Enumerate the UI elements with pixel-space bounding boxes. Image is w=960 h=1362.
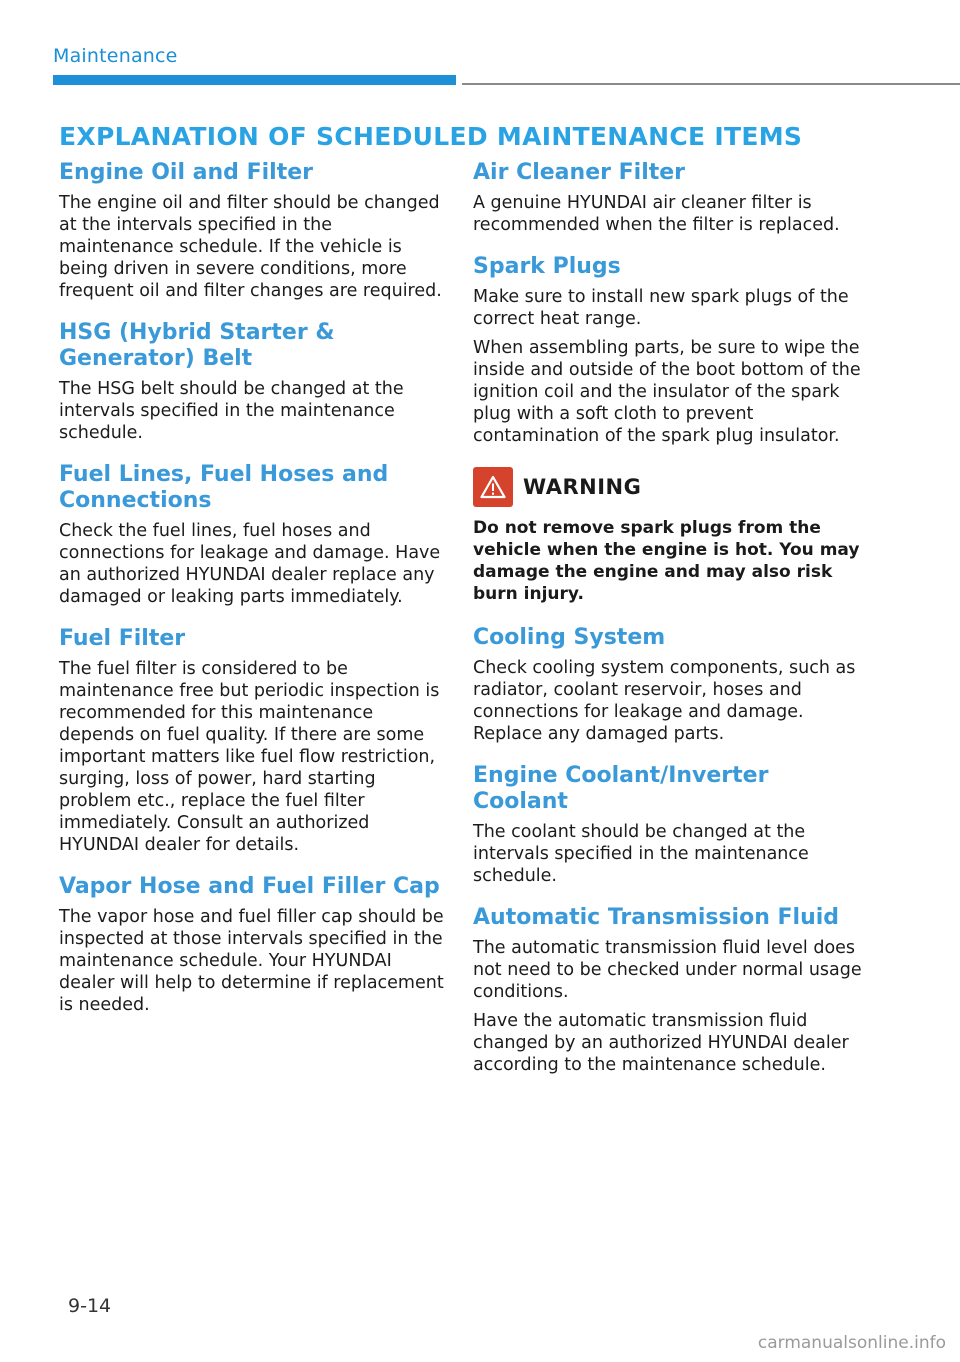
section-title: Spark Plugs (473, 254, 621, 279)
section-header: Maintenance (53, 45, 178, 67)
section-vapor-hose (59, 874, 444, 1016)
section-body: A genuine HYUNDAI air cleaner filter is recommended when the filter is replaced. (473, 193, 840, 235)
section-title: Air Cleaner Filter (473, 160, 686, 185)
warning-triangle-icon (473, 467, 513, 507)
section-engine-oil (59, 160, 444, 302)
section-fuel-filter (59, 626, 444, 856)
section-cooling-system (473, 625, 863, 745)
section-title: Engine Coolant/Inverter Coolant (473, 763, 769, 814)
section-title: Engine Oil and Filter (59, 160, 313, 185)
warning-box (473, 467, 863, 605)
watermark: carmanualsonline.info (757, 1333, 946, 1353)
section-spark-plugs (473, 254, 863, 447)
section-body: Check the fuel lines, fuel hoses and connections for leakage and damage. Have an authorized HYUNDAI dealer replace any damaged or leaking parts immediately. (59, 521, 441, 607)
warning-label: WARNING (523, 475, 642, 499)
section-coolant (473, 763, 863, 887)
section-fuel-lines (59, 462, 444, 608)
section-title: Fuel Lines, Fuel Hoses and Connections (59, 462, 389, 513)
warning-text: Do not remove spark plugs from the vehicle when the engine is hot. You may damage the engine and may also risk burn injury. (473, 518, 860, 604)
page-title: EXPLANATION OF SCHEDULED MAINTENANCE ITEMS (59, 122, 803, 151)
section-body: The HSG belt should be changed at the intervals specified in the maintenance schedule. (59, 379, 404, 443)
section-body: Make sure to install new spark plugs of the correct heat range. (473, 287, 849, 329)
section-title: Automatic Transmission Fluid (473, 905, 840, 930)
section-body: The automatic transmission fluid level does not need to be checked under normal usage conditions. (473, 938, 862, 1002)
right-column (473, 160, 863, 1094)
left-column (59, 160, 444, 1034)
page-number: 9-14 (68, 1295, 112, 1317)
header-rule-thin (462, 83, 960, 85)
section-title: HSG (Hybrid Starter & Generator) Belt (59, 320, 335, 371)
section-body: The vapor hose and fuel filler cap should be inspected at those intervals specified in the maintenance schedule. Your HYUNDAI dealer will help to determine if replacement is needed. (59, 907, 444, 1015)
section-title: Fuel Filter (59, 626, 186, 651)
section-body: Check cooling system components, such as radiator, coolant reservoir, hoses and connections for leakage and damage. Replace any damaged parts. (473, 658, 856, 744)
section-atf (473, 905, 863, 1076)
section-body: The engine oil and filter should be changed at the intervals specified in the maintenance schedule. If the vehicle is being driven in severe conditions, more frequent oil and filter changes are required. (59, 193, 442, 301)
section-air-cleaner (473, 160, 863, 236)
section-body: The coolant should be changed at the intervals specified in the maintenance schedule. (473, 822, 809, 886)
section-body: Have the automatic transmission fluid changed by an authorized HYUNDAI dealer according to the maintenance schedule. (473, 1011, 849, 1075)
section-hsg-belt (59, 320, 444, 444)
header-rule-thick (53, 75, 456, 85)
warning-header (473, 467, 863, 507)
section-title: Vapor Hose and Fuel Filler Cap (59, 874, 440, 899)
section-title: Cooling System (473, 625, 666, 650)
section-body: The fuel filter is considered to be maintenance free but periodic inspection is recommended for this maintenance depends on fuel quality. If there are some important matters like fuel flow restriction, surging, loss of power, hard starting problem etc., replace the fuel filter immediately. Consult an authorized HYUNDAI dealer for details. (59, 659, 440, 855)
section-body: When assembling parts, be sure to wipe the inside and outside of the boot bottom of the ignition coil and the insulator of the spark plug with a soft cloth to prevent contamination of the spark plug insulator. (473, 338, 861, 446)
